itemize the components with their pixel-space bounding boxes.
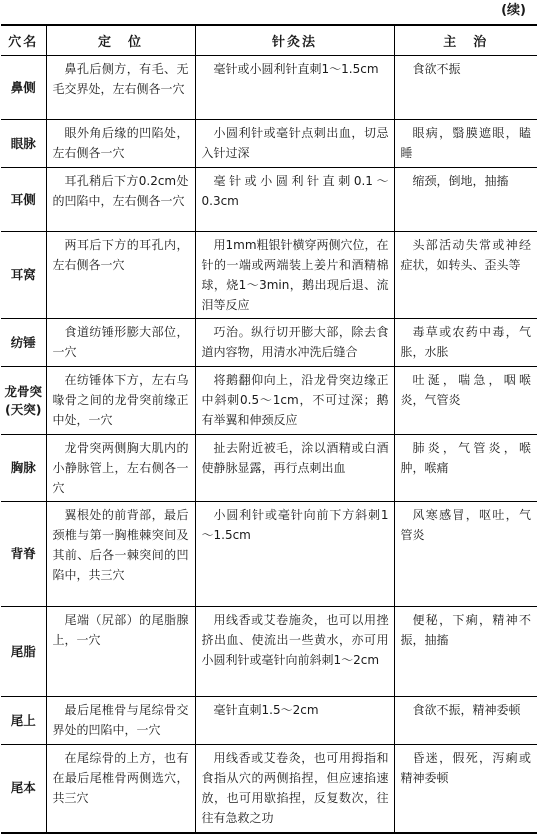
- table-row: [1, 607, 537, 697]
- table-row: [1, 120, 537, 168]
- point-name: 龙骨突 (天突): [1, 367, 46, 435]
- table-row: [1, 232, 537, 319]
- point-location: 在尾综骨的上方，也有在最后尾椎骨两侧选穴，共三穴: [46, 745, 195, 833]
- point-acupuncture: 用线香或艾卷灸，也可用拇指和食指从穴的两侧掐捏，但应速掐速放，也可用歇掐捏，反复数次，往往有急救之功: [195, 745, 394, 833]
- point-indication: 毒草或农药中毒，气胀，水胀: [394, 319, 537, 367]
- point-indication: 风寒感冒，呕吐，气管炎: [394, 502, 537, 607]
- point-name: 纺锤: [1, 319, 46, 367]
- header-location: 定 位: [46, 25, 195, 56]
- header-row: [1, 25, 537, 56]
- point-acupuncture: 毫针或小圆利针直刺1～1.5cm: [195, 56, 394, 120]
- point-location: 食道纺锤形膨大部位，一穴: [46, 319, 195, 367]
- point-name: 背脊: [1, 502, 46, 607]
- point-acupuncture: 扯去附近被毛，涂以酒精或白酒使静脉显露，再行点刺出血: [195, 435, 394, 502]
- point-location: 龙骨突两侧胸大肌内的小静脉管上，左右侧各一穴: [46, 435, 195, 502]
- point-indication: 便秘，下痢，精神不振，抽搐: [394, 607, 537, 697]
- point-location: 眼外角后缘的凹陷处，左右侧各一穴: [46, 120, 195, 168]
- point-location: 两耳后下方的耳孔内，左右侧各一穴: [46, 232, 195, 319]
- point-acupuncture: 小圆利针或毫针向前下方斜刺1～1.5cm: [195, 502, 394, 607]
- continued-label: (续): [501, 3, 526, 18]
- point-acupuncture: 用线香或艾卷施灸，也可以用挫挤出血、使流出一些黄水，亦可用小圆利针或毫针向前斜刺1～2cm: [195, 607, 394, 697]
- header-name: 穴名: [1, 25, 46, 56]
- point-name: 尾脂: [1, 607, 46, 697]
- header-acupuncture: 针灸法: [195, 25, 394, 56]
- point-name: 胸脉: [1, 435, 46, 502]
- point-indication: 食欲不振，精神委顿: [394, 697, 537, 745]
- table-row: [1, 319, 537, 367]
- point-name: 尾上: [1, 697, 46, 745]
- point-location: 最后尾椎骨与尾综骨交界处的凹陷中，一穴: [46, 697, 195, 745]
- table-row: [1, 168, 537, 232]
- point-location: 翼根处的前背部，最后颈椎与第一胸椎棘突间及其前、后各一棘突间的凹陷中，共三穴: [46, 502, 195, 607]
- point-indication: 吐涎，喘急，咽喉炎，气管炎: [394, 367, 537, 435]
- point-acupuncture: 毫针直刺1.5～2cm: [195, 697, 394, 745]
- point-acupuncture: 将鹅翻仰向上，沿龙骨突边缘正中斜刺0.5～1cm，不可过深；鹅有举翼和伸颈反应: [195, 367, 394, 435]
- point-location: 耳孔稍后下方0.2cm处的凹陷中，左右侧各一穴: [46, 168, 195, 232]
- point-indication: 食欲不振: [394, 56, 537, 120]
- point-name: 尾本: [1, 745, 46, 833]
- point-acupuncture: 巧治。纵行切开膨大部，除去食道内容物，用清水冲洗后缝合: [195, 319, 394, 367]
- table-row: [1, 745, 537, 833]
- point-indication: 眼病，翳膜遮眼，瞌睡: [394, 120, 537, 168]
- point-name: 耳侧: [1, 168, 46, 232]
- point-name: 耳窝: [1, 232, 46, 319]
- acupoint-table: [1, 24, 537, 834]
- point-location: 尾端（尻部）的尾脂腺上，一穴: [46, 607, 195, 697]
- table-row: [1, 697, 537, 745]
- point-indication: 肺炎，气管炎，喉肿，喉痛: [394, 435, 537, 502]
- point-location: 鼻孔后侧方，有毛、无毛交界处，左右侧各一穴: [46, 56, 195, 120]
- point-name: 鼻侧: [1, 56, 46, 120]
- point-acupuncture: 用1mm粗银针横穿两侧穴位，在针的一端或两端装上姜片和酒精棉球，烧1～3min，鹅出现后退、流泪等反应: [195, 232, 394, 319]
- table-row: [1, 367, 537, 435]
- point-indication: 缩颈，倒地，抽搐: [394, 168, 537, 232]
- table-row: [1, 502, 537, 607]
- header-indication: 主 治: [394, 25, 537, 56]
- point-acupuncture: 毫针或小圆利针直刺0.1～0.3cm: [195, 168, 394, 232]
- point-acupuncture: 小圆利针或毫针点刺出血，切忌入针过深: [195, 120, 394, 168]
- point-name: 眼脉: [1, 120, 46, 168]
- table-row: [1, 56, 537, 120]
- point-location: 在纺锤体下方，左右乌喙骨之间的龙骨突前缘正中处，一穴: [46, 367, 195, 435]
- point-indication: 头部活动失常或神经症状，如转头、歪头等: [394, 232, 537, 319]
- table-row: [1, 435, 537, 502]
- point-indication: 昏迷，假死，泻痢或精神委顿: [394, 745, 537, 833]
